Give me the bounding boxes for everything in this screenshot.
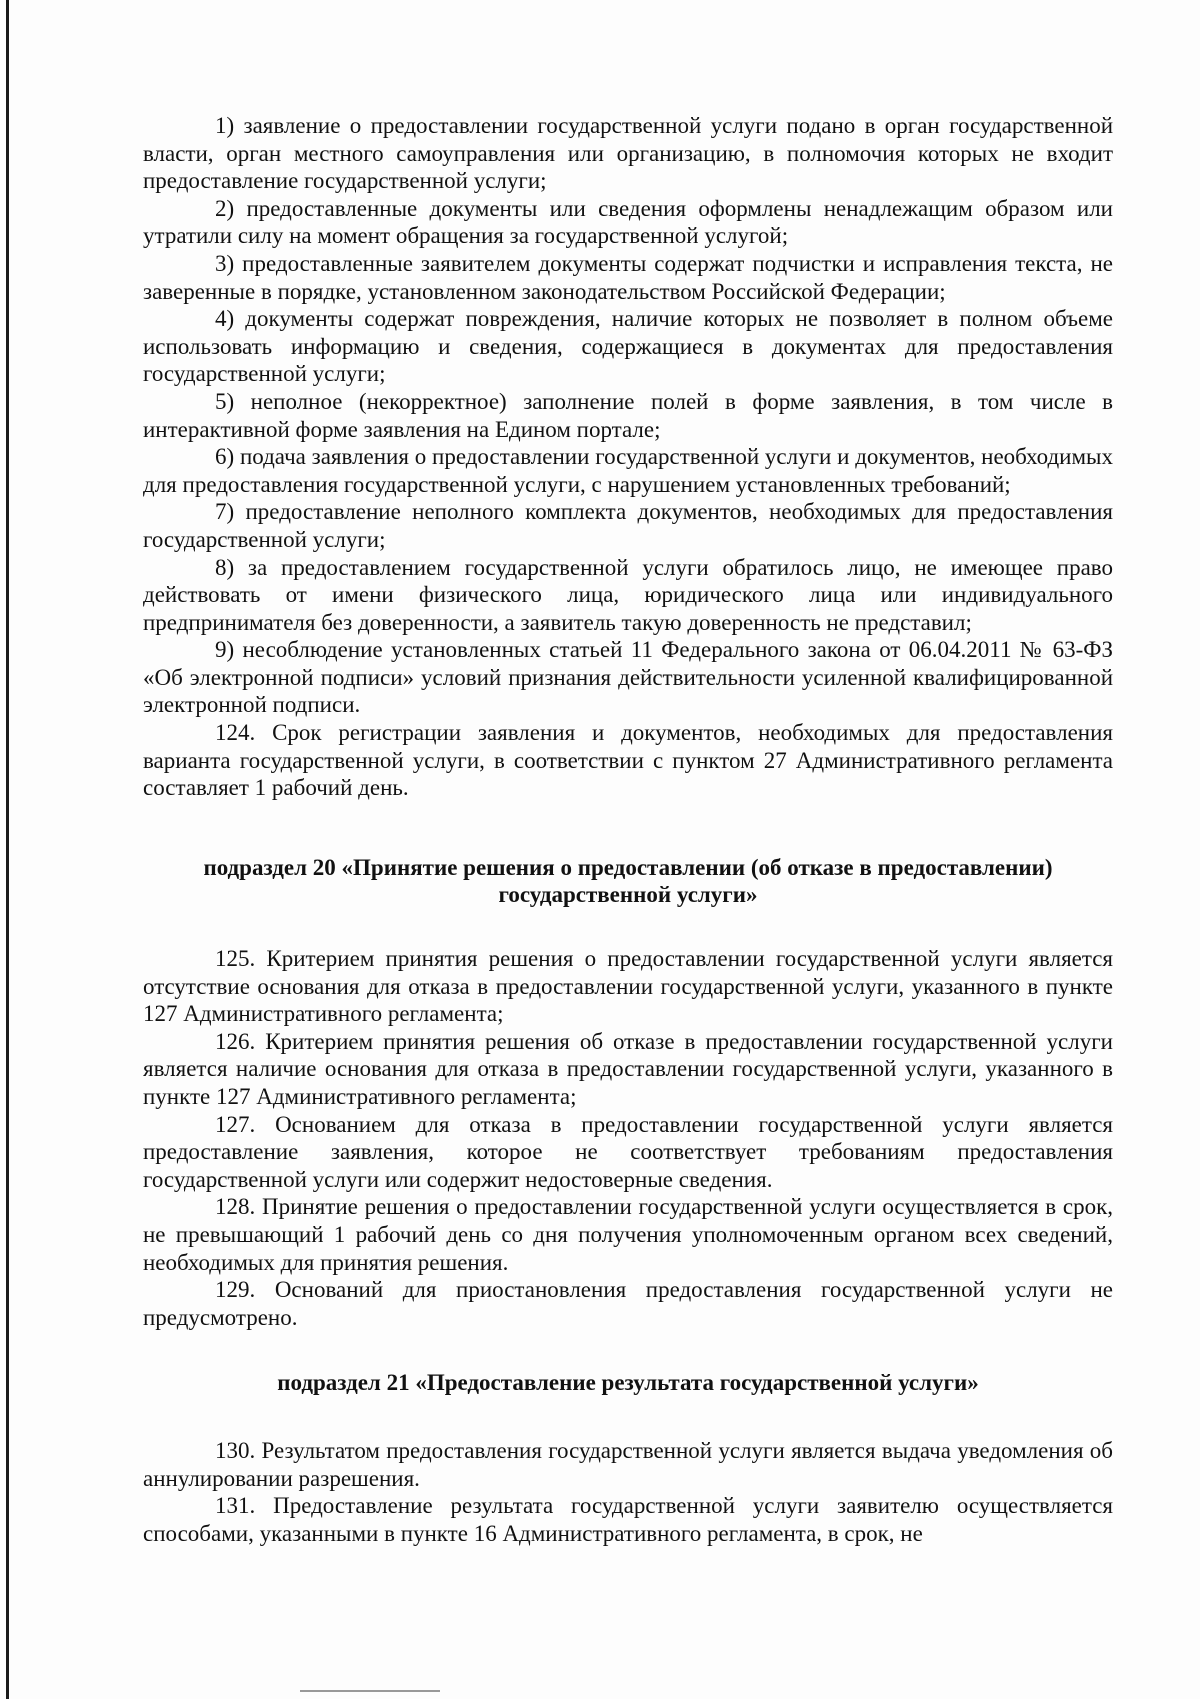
paragraph-129: 129. Оснований для приостановления предоставления государственной услуги не предусмотрено. [143, 1277, 1113, 1330]
item-2: 2) предоставленные документы или сведения оформлены ненадлежащим образом или утратили силу на момент обращения за государственной услугой; [143, 195, 1113, 249]
item-5: 5) неполное (некорректное) заполнение полей в форме заявления, в том числе в интерактивной форме заявления на Едином портале; [143, 388, 1113, 442]
item-1: 1) заявление о предоставлении государственной услуги подано в орган государственной власти, орган местного самоуправления или организацию, в полномочия которых не входит предоставление государственной услуги; [143, 113, 1113, 194]
item-4: 4) документы содержат повреждения, наличие которых не позволяет в полном объеме использовать информацию и сведения, содержащиеся в документах для предоставления государственной услуги; [143, 306, 1113, 387]
spacer [143, 802, 1113, 854]
paragraph-128: 128. Принятие решения о предоставлении государственной услуги осуществляется в срок, не превышающий 1 рабочий день со дня получения уполномоченным органом всех сведений, необходимых для принятия решения. [143, 1194, 1113, 1275]
item-8: 8) за предоставлением государственной услуги обратилось лицо, не имеющее право действовать от имени физического лица, юридического лица или индивидуального предпринимателя без доверенности, а заявитель такую доверенность не представил; [143, 554, 1113, 635]
scan-bottom-mark [300, 1690, 440, 1692]
item-7: 7) предоставление неполного комплекта документов, необходимых для предоставления государственной услуги; [143, 499, 1113, 552]
section-heading-20: подраздел 20 «Принятие решения о предоставлении (об отказе в предоставлении) государственной услуги» [203, 854, 1053, 908]
item-6: 6) подача заявления о предоставлении государственной услуги и документов, необходимых для предоставления государственной услуги, с нарушением установленных требований; [143, 444, 1113, 497]
paragraph-125: 125. Критерием принятия решения о предоставлении государственной услуги является отсутствие основания для отказа в предоставлении государственной услуги, указанного в пункте 127 Административного регламента; [143, 946, 1113, 1027]
item-9: 9) несоблюдение установленных статьей 11 Федерального закона от 06.04.2011 № 63-ФЗ «Об электронной подписи» условий признания действительности усиленной квалифицированной электронной подписи. [143, 637, 1113, 718]
document-body [143, 112, 1113, 1547]
paragraph-124: 124. Срок регистрации заявления и документов, необходимых для предоставления варианта государственной услуги, в соответствии с пунктом 27 Административного регламента составляет 1 рабочий день. [143, 720, 1113, 801]
spacer [143, 909, 1113, 945]
section-heading-21: подраздел 21 «Предоставление результата государственной услуги» [277, 1370, 979, 1396]
paragraph-130: 130. Результатом предоставления государственной услуги является выдача уведомления об аннулировании разрешения. [143, 1437, 1113, 1491]
paragraph-127: 127. Основанием для отказа в предоставлении государственной услуги является предоставление заявления, которое не соответствует требованиям предоставления государственной услуги или содержит недостоверные сведения. [143, 1111, 1113, 1192]
scan-edge-line [6, 0, 9, 1699]
paragraph-131: 131. Предоставление результата государственной услуги заявителю осуществляется способами, указанными в пункте 16 Административного регламента, в срок, не [143, 1493, 1113, 1546]
spacer [143, 1331, 1113, 1369]
spacer [143, 1397, 1113, 1437]
paragraph-126: 126. Критерием принятия решения об отказе в предоставлении государственной услуги является наличие основания для отказа в предоставлении государственной услуги, указанного в пункте 127 Административного регламента; [143, 1028, 1113, 1109]
item-3: 3) предоставленные заявителем документы содержат подчистки и исправления текста, не заверенные в порядке, установленном законодательством Российской Федерации; [143, 250, 1113, 304]
